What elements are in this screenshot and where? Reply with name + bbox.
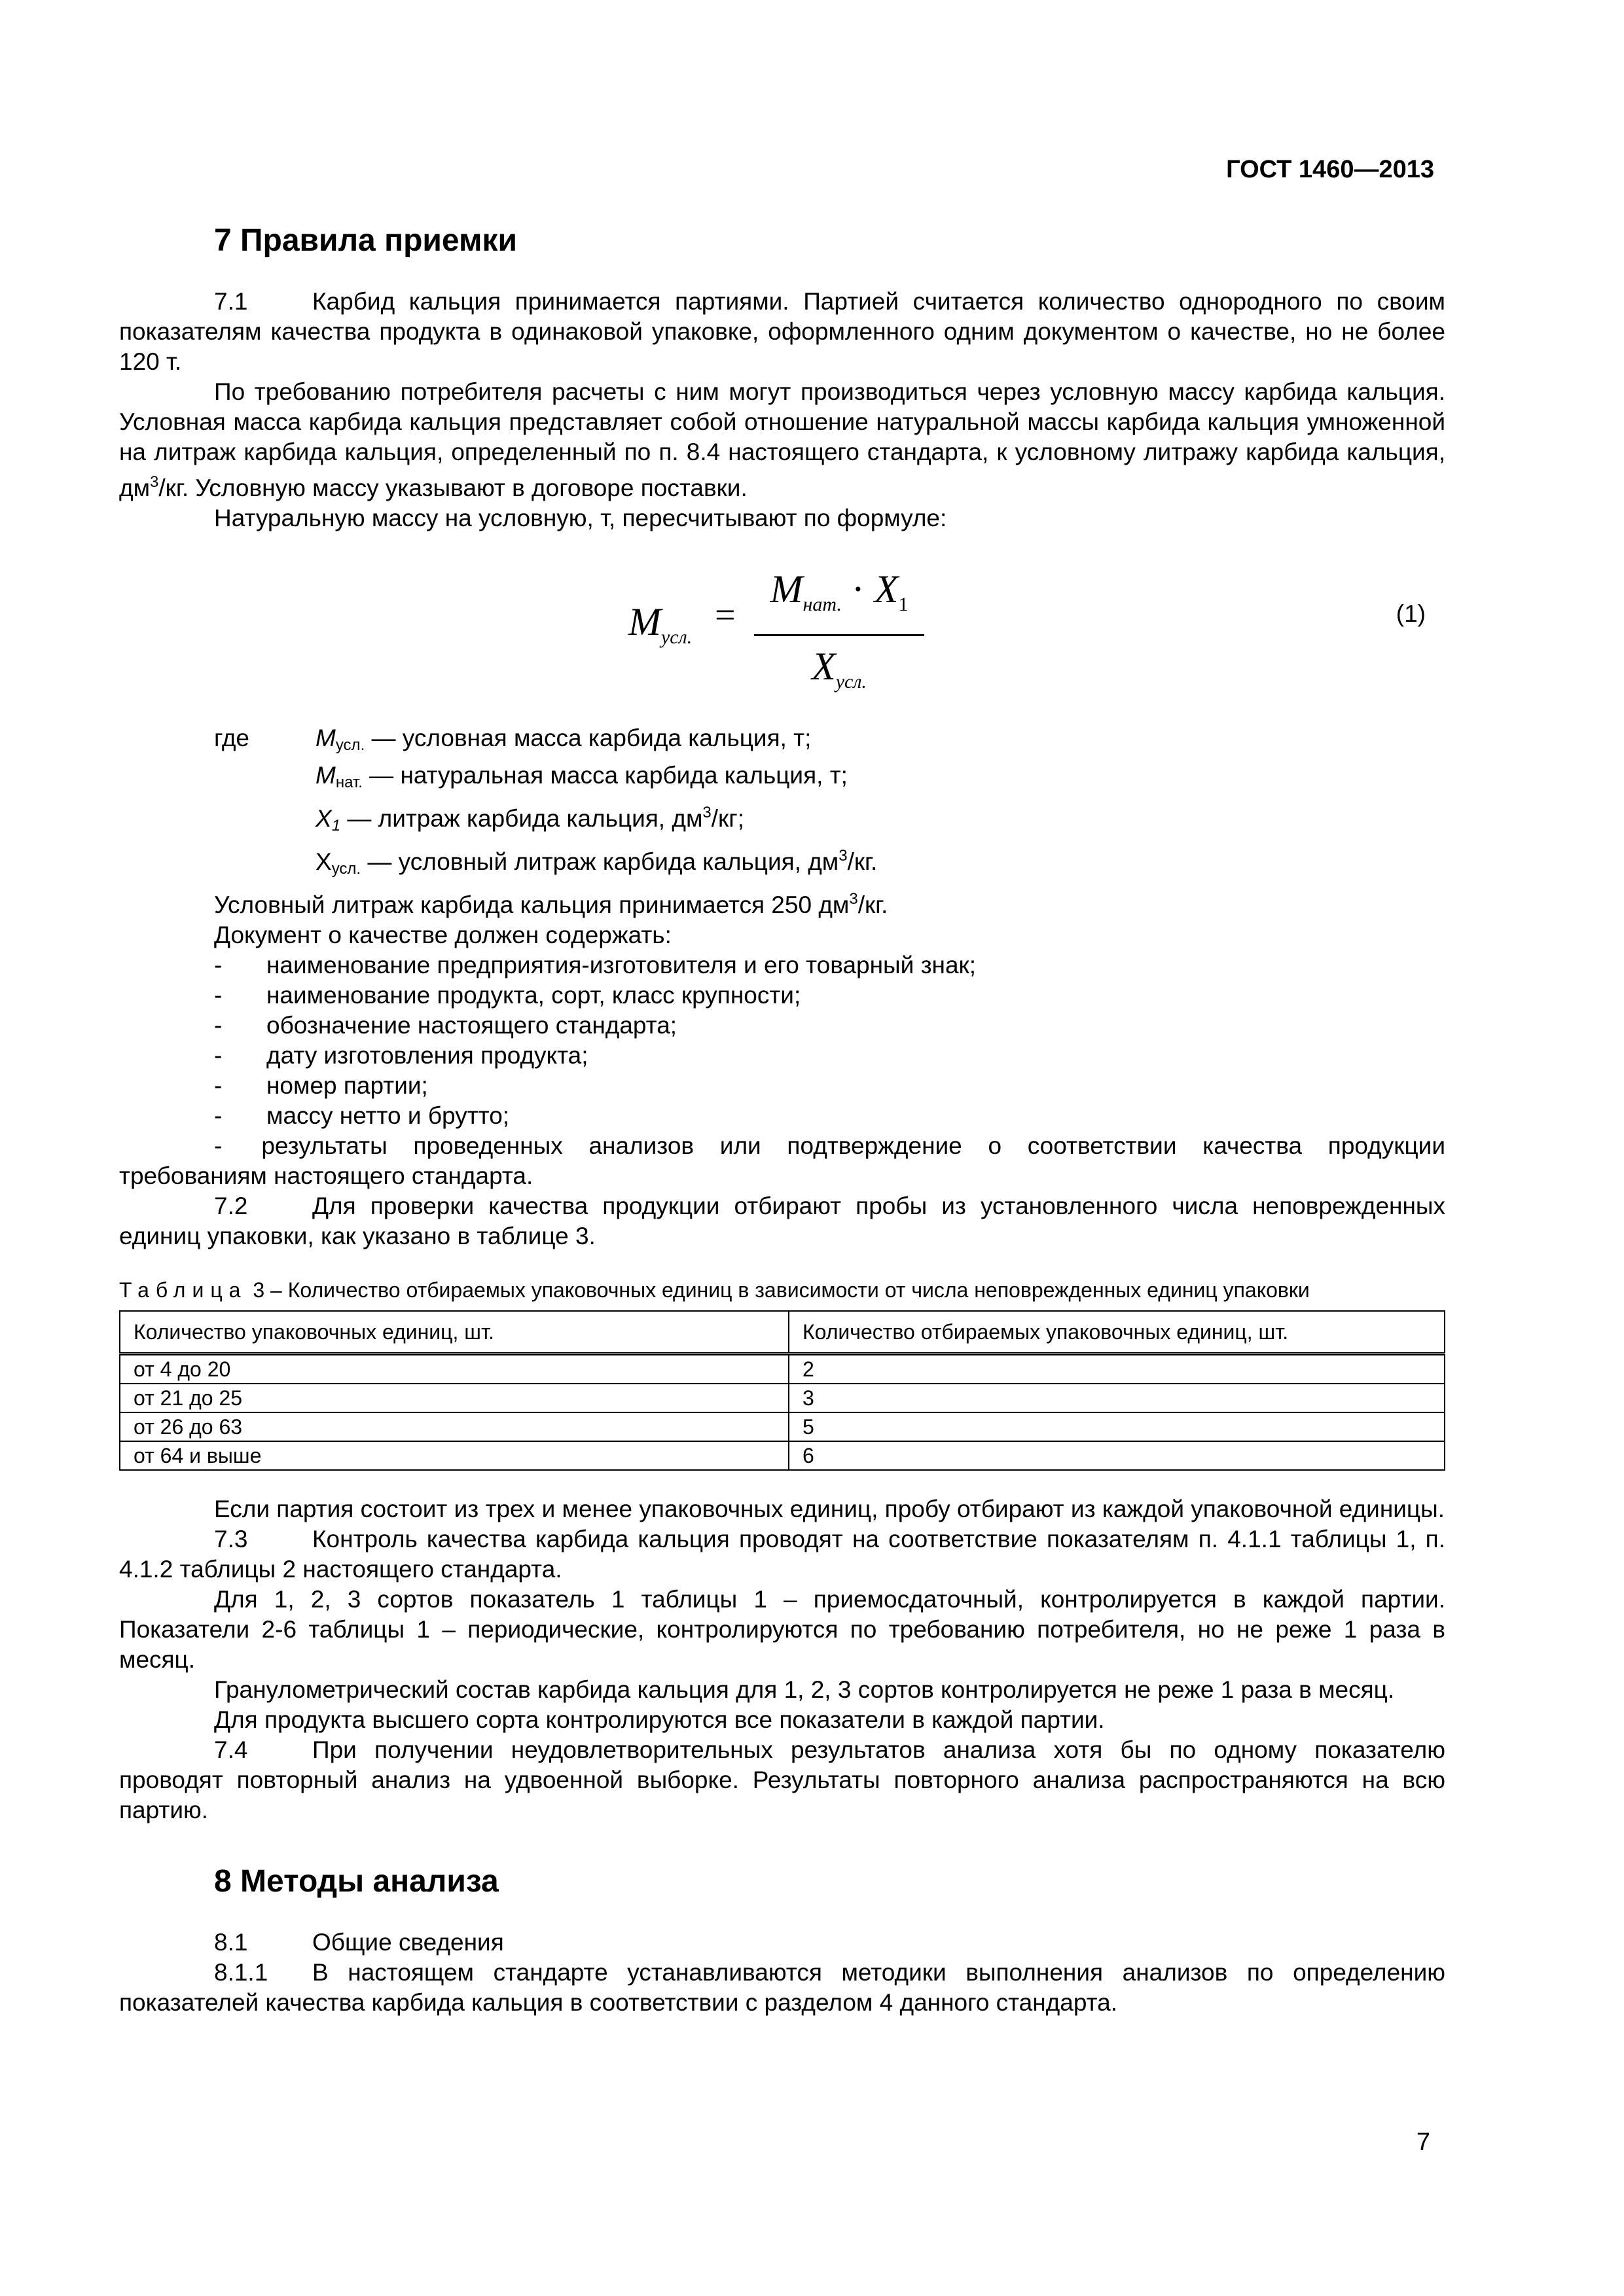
table-cell: от 4 до 20	[120, 1354, 789, 1384]
list-item: - обозначение настоящего стандарта;	[214, 1012, 677, 1039]
paragraph-sorts: Для 1, 2, 3 сортов показатель 1 таблицы 1 – приемосдаточный, контролируется в каждой партии. Показатели 2-6 таблицы 1 – периодические, контролируются по требованию потребителя, но не реже 1 раза в месяц.	[119, 1586, 1445, 1673]
list-item: - результаты проведенных анализов или подтверждение о соответствии качества продукции требованиям настоящего стандарта.	[119, 1132, 1445, 1189]
formula-legend	[119, 723, 1445, 884]
legend-row-m-usl: $M_{усл.}$ — условная масса карбида кальция, т;	[316, 725, 812, 754]
formula-fraction	[754, 560, 924, 708]
page-number: 7	[1416, 2128, 1430, 2156]
table-cell: от 26 до 63	[120, 1412, 789, 1441]
table-header-row	[120, 1311, 1445, 1354]
table-row	[120, 1412, 1445, 1441]
list-item: - номер партии;	[214, 1072, 428, 1099]
section-7-title: 7 Правила приемки	[214, 223, 518, 258]
table-cell: 5	[789, 1412, 1445, 1441]
table-header-cell: Количество отбираемых упаковочных единиц, шт.	[789, 1311, 1445, 1354]
legend-row-x-usl: $X_{усл.}$ — условный литраж карбида кальция, $дм^3/кг$.	[316, 847, 878, 878]
paragraph-small-batch: Если партия состоит из трех и менее упаковочных единиц, пробу отбирают из каждой упаковочной единицы.	[214, 1496, 1445, 1522]
table-row	[120, 1441, 1445, 1470]
paragraph-quality-document: Документ о качестве должен содержать:	[214, 922, 672, 948]
paragraph-7-2: 7.2 Для проверки качества продукции отбирают пробы из установленного числа неповрежденных единиц упаковки, как указано в таблице 3.	[119, 1193, 1445, 1249]
table-3	[119, 1310, 1445, 1471]
table-cell: 2	[789, 1354, 1445, 1384]
table-cell: 3	[789, 1384, 1445, 1412]
formula-equals: =	[715, 595, 736, 636]
table-caption: Таблица 3 – Количество отбираемых упаковочных единиц в зависимости от числа неповрежденных единиц упаковки	[119, 1278, 1310, 1302]
formula-numerator: $M_{нат.} \cdot X_1$	[770, 567, 909, 615]
paragraph-conditional-mass: По требованию потребителя расчеты с ним могут производиться через условную массу карбида кальция. Условная масса карбида кальция представляет собой отношение натуральной массы карбида кальция умноженной на литраж карбида кальция, определенный по п. 8.4 настоящего стандарта, к условному литражу карбида кальция, $дм^3/кг$. Условную массу указывают в договоре поставки.	[119, 378, 1445, 501]
clause-text: Карбид кальция принимается партиями. Партией считается количество однородного по своим показателям качества продукта в одинаковой упаковке, оформленного одним документом о качестве, но не более 120 т.	[119, 288, 1445, 375]
paragraph-8-1-1: 8.1.1 В настоящем стандарте устанавливаются методики выполнения анализов по определению показателей качества карбида кальция в соответствии с разделом 4 данного стандарта.	[119, 1959, 1445, 2016]
table-cell: от 64 и выше	[120, 1441, 789, 1470]
quality-document-list	[119, 950, 1445, 1191]
paragraph-7-4: 7.4 При получении неудовлетворительных результатов анализа хотя бы по одному показателю проводят повторный анализ на удвоенной выборке. Результаты повторного анализа распространяются на всю партию.	[119, 1736, 1445, 1823]
formula-number: (1)	[1396, 600, 1426, 627]
paragraph-7-1	[119, 287, 1445, 377]
legend-row-m-nat: $M_{нат.}$ — натуральная масса карбида кальция, т;	[316, 762, 848, 791]
formula-legend-label: где	[214, 725, 250, 751]
formula-fraction-bar	[754, 634, 924, 636]
paragraph-7-3: 7.3 Контроль качества карбида кальция проводят на соответствие показателям п. 4.1.1 таблицы 1, п. 4.1.2 таблицы 2 настоящего стандарта.	[119, 1526, 1445, 1583]
list-item: - наименование предприятия-изготовителя и его товарный знак;	[214, 952, 977, 978]
paragraph-formula-intro: Натуральную массу на условную, т, пересчитывают по формуле:	[214, 505, 947, 531]
list-item: - массу нетто и брутто;	[214, 1102, 510, 1129]
table-cell: от 21 до 25	[120, 1384, 789, 1412]
table-header-cell: Количество упаковочных единиц, шт.	[120, 1311, 789, 1354]
document-code: ГОСТ 1460—2013	[1226, 156, 1434, 183]
list-item: - наименование продукта, сорт, класс крупности;	[214, 982, 801, 1009]
page-content	[119, 208, 1445, 2018]
table-row	[120, 1354, 1445, 1384]
table-cell: 6	[789, 1441, 1445, 1470]
paragraph-conditional-litrage: Условный литраж карбида кальция принимается 250 $дм^3/кг$.	[214, 890, 888, 918]
paragraph-granulometry: Гранулометрический состав карбида кальция для 1, 2, 3 сортов контролируется не реже 1 раза в месяц.	[214, 1676, 1395, 1703]
formula-denominator: $X_{усл.}$	[812, 645, 867, 692]
list-item: - дату изготовления продукта;	[214, 1042, 588, 1069]
paragraph-highest-grade: Для продукта высшего сорта контролируются все показатели в каждой партии.	[214, 1706, 1105, 1733]
table-row	[120, 1384, 1445, 1412]
legend-row-x1: $X_1$ — литраж карбида кальция, $дм^3/кг$;	[316, 804, 744, 834]
formula-1	[119, 560, 1445, 691]
paragraph-8-1: 8.1 Общие сведения	[214, 1929, 504, 1956]
clause-number: 7.1	[214, 288, 248, 315]
section-8-title: 8 Методы анализа	[214, 1864, 499, 1899]
formula-lhs: $M_{усл.}$	[628, 600, 693, 648]
